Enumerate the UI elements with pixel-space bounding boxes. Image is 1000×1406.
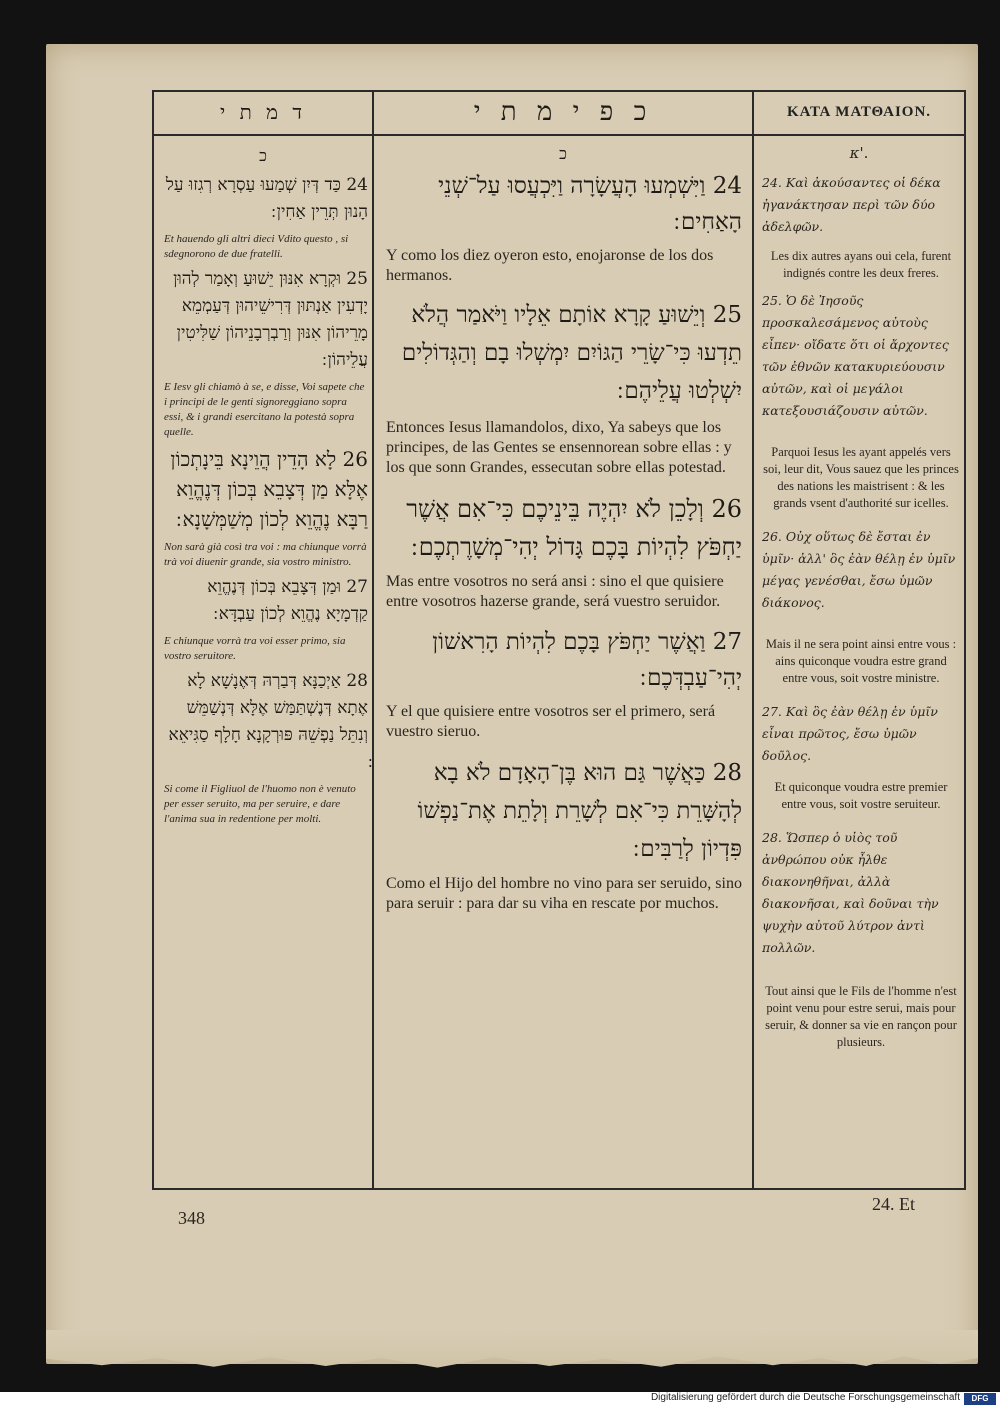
center-verse-26-spanish: Mas entre vosotros no será ansi : sino el que quisiere entre vosotros hazerse grande, será vuestro seruidor. [386,573,724,610]
left-verse-26-italian: Non sarà già così tra voi : ma chiunque vorrà trà voi diuenir grande, sia vostro ministro. [164,541,367,568]
dfg-logo: DFG [964,1393,996,1405]
left-column-border [152,90,154,1190]
chapter-mark-left: כ [259,146,267,165]
right-verse-27-greek: 27. Καὶ ὃς ἐὰν θέλῃ ἐν ὑμῖν εἶναι πρῶτος, ἔσω ὑμῶν δοῦλος. [762,704,938,763]
center-verse-28-hebrew: 28 כַּאֲשֶׁר גַּם הוּא בֶּן־הָאָדָם לֹא בָא לְהָשָּׁרֵת כִּי־אִם לְשָׁרֵת וְלָתֵת אֶת־נַפְשׁוֹ פִּדְיוֹן לְרַבִּים ׃ [417,760,742,862]
header-right: ΚΑΤΑ ΜΑΤΘΑΙΟΝ. [786,103,932,120]
center-verse-26-hebrew: 26 וְלָכֵן לֹא יִהְיֶה בֵּינֵיכֶם כִּי־אִם אֲשֶׁר יַחְפֹּץ לִהְיוֹת בָּכֶם גָּדוֹל יְהִי־מְשָׁרֶתְכֶם ׃ [406,495,742,561]
left-verse-24-aramaic: 24 כַּד דְּיִן שְׁמַעוּ עַסְרָא רְגִזוּ עַל הָנוּן תְּרֵין אַחִין ׃ [165,175,368,222]
footer-credit-text: Digitalisierung gefördert durch die Deutsche Forschungsgemeinschaft [650,1392,960,1403]
digitization-footer [0,1392,1000,1406]
right-verse-24-greek: 24. Καὶ ἀκούσαντες οἱ δέκα ἠγανάκτησαν περὶ τῶν δύο ἀδελφῶν. [762,175,941,234]
column-divider-2 [752,90,754,1190]
header-rule [152,134,966,136]
center-column [386,168,742,914]
right-verse-28-french: Tout ainsi que le Fils de l'homme n'est point venu pour estre serui, mais pour seruir, & donner sa vie en rançon pour plusieurs. [765,984,957,1049]
center-verse-25-hebrew: 25 וְיֵשׁוּעַ קָרָא אוֹתָם אֵלָיו וַיֹּאמַר הֲלֹא תֵדְעוּ כִּי־שָׂרֵי הַגּוֹיִם יִמְשְׁלוּ בָם וְהַגְּדוֹלִים יִשְׁלְטוּ עֲלֵיהֶם ׃ [401,302,742,404]
chapter-mark-center: כ [559,144,567,163]
right-verse-24-french: Les dix autres ayans oui cela, furent indignés contre les deux freres. [770,249,952,280]
left-verse-26-aramaic: 26 לָא הָדֵין הֲוֵינָא בֵּינָתְכוֹן אֶלָּא מַן דְּצָבֵא בְּכוֹן דְּנֶהֱוֵא רַבָּא נֶהֱוֵא לְכוֹן מְשַׁמְּשָׁנָא ׃ [170,447,368,531]
left-verse-27-italian: E chiunque vorrà tra voi esser primo, sia vostro seruitore. [164,635,346,662]
chapter-mark-right: κ'. [849,144,869,162]
left-verse-28-italian: Si come il Figliuol de l'huomo non è venuto per esser seruito, ma per seruire, e dare l'anima sua in redentione per molti. [164,783,356,825]
center-verse-24-spanish: Y como los diez oyeron esto, enojaronse de los dos hermanos. [386,247,714,284]
left-verse-25-italian: E Iesv gli chiamò à se, e disse, Voi sapete che i principi de le genti signoreggiano sopra essi, & i grandi esercitano la potestà sopra quelle. [164,381,365,438]
right-verse-27-french: Et quiconque voudra estre premier entre vous, soit vostre seruiteur. [774,780,948,811]
right-verse-26-french: Mais il ne sera point ainsi entre vous : ains quiconque voudra estre grand entre vous, soit vostre ministre. [765,637,957,685]
left-verse-27-aramaic: 27 וּמַן דְּצָבֵא בְּכוֹן דְּנֶהֱוֵא קַדְמָיָא נֶהֱוֵא לְכוֹן עַבְדָּא ׃ [207,577,368,624]
page-number: 348 [178,1208,205,1228]
column-divider-1 [372,90,374,1190]
catchword: 24. Et [872,1194,915,1214]
bottom-rule [152,1188,966,1190]
right-verse-25-french: Parquoi Iesus les ayant appelés vers soi, leur dit, Vous sauez que les princes des nations les maistrisent : & les grands vsent d'authorité sur icelles. [763,445,959,510]
right-verse-28-greek: 28. Ὥσπερ ὁ υἱὸς τοῦ ἀνθρώπου οὐκ ἦλθε διακονηθῆναι, ἀλλὰ διακονῆσαι, καὶ δοῦναι τὴν ψυχὴν αὐτοῦ λύτρον ἀντὶ πολλῶν. [762,830,939,955]
center-verse-28-spanish: Como el Hijo del hombre no vino para ser seruido, sino para seruir : para dar su viha en rescate por muchos. [386,875,742,912]
center-verse-25-spanish: Entonces Iesus llamandolos, dixo, Ya sabeys que los principes, de las Gentes se ensennorean sobre ellas : y los que sonn Grandes, essecutan sobre ellas potestad. [386,419,732,476]
left-verse-25-aramaic: 25 וּקְרָא אִנּוּן יֵשׁוּעַ וְאָמַר לְהוּן יָדְעִין אַנְתּוּן דְּרִישֵׁיהוּן דְּעַמְמֵא מָרֵיהוֹן אִנּוּן וְרַבְרְבָנֵיהוֹן שַׁלִּיטִין עֲלֵיהוֹן ׃ [173,269,368,370]
center-verse-24-hebrew: 24 וַיִּשְׁמְעוּ הָעֲשָׂרָה וַיִּכְעֲסוּ עַל־שְׁנֵי הָאַחִים ׃ [438,173,742,235]
header-left: ד מ ת י [220,99,306,124]
right-column-border [964,90,966,1190]
right-verse-25-greek: 25. Ὁ δὲ Ἰησοῦς προσκαλεσάμενος αὐτοὺς εἶπεν· οἴδατε ὅτι οἱ ἄρχοντες τῶν ἐθνῶν κατακυριεύουσιν αὐτῶν, καὶ οἱ μεγάλοι κατεξουσιάζουσιν αὐτῶν. [762,293,949,418]
center-verse-27-hebrew: 27 וַאֲשֶׁר יַחְפֹּץ בָּכֶם לִהְיוֹת הָרִאשׁוֹן יְהִי־עַבְדְּכֶם ׃ [432,629,742,691]
right-column [762,172,960,1051]
header-center: כ פ י מ ת י [473,97,653,127]
left-column [164,172,368,827]
center-verse-27-spanish: Y el que quisiere entre vosotros ser el primero, será vuestro sieruo. [386,703,716,740]
right-verse-26-greek: 26. Οὐχ οὕτως δὲ ἔσται ἐν ὑμῖν· ἀλλ' ὃς ἐὰν θέλῃ ἐν ὑμῖν μέγας γενέσθαι, ἔσω ὑμῶν διάκονος. [762,529,956,610]
left-verse-24-italian: Et hauendo gli altri dieci Vdito questo , si sdegnorono de due fratelli. [164,233,349,260]
left-verse-28-aramaic: 28 אַיְכַנָּא דְּבַרְהּ דְּאֶנָשָׁא לָא אֶתָא דְּנֶשְׁתַּמַּשׁ אֶלָּא דְּנְשַׁמֵּשׁ וְנִתֵּל נַפְשֵׁהּ פּוּרְקָנָא חָלָף סַגִּיאֵא [168,671,368,745]
